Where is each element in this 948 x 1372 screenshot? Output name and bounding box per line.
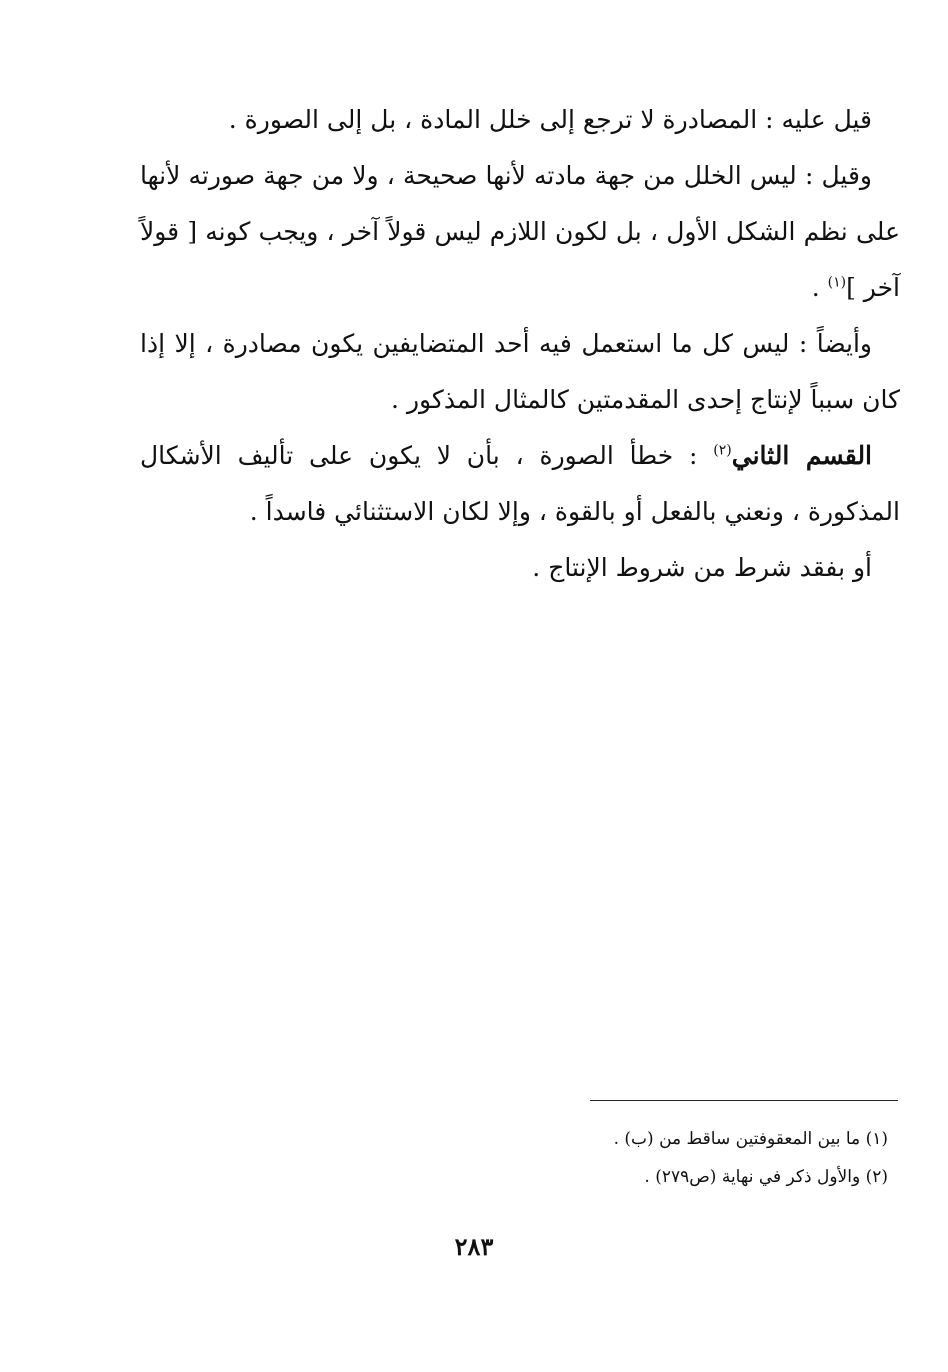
- footnotes: [140, 1120, 888, 1196]
- footnote-ref-1: (١): [827, 274, 847, 291]
- main-text: [140, 92, 900, 596]
- paragraph-2: [140, 148, 900, 316]
- footnote-ref-2: (٢): [713, 442, 732, 459]
- paragraph-3: وأيضاً : ليس كل ما استعمل فيه أحد المتضايفين يكون مصادرة ، إلا إذا كان سبباً لإنتاج إحدى المقدمتين كالمثال المذكور .: [140, 329, 900, 414]
- footnote-divider: [590, 1100, 898, 1101]
- paragraph-4: [140, 428, 900, 540]
- paragraph-2-end: .: [811, 273, 828, 302]
- section-heading: القسم الثاني: [731, 441, 873, 470]
- paragraph-1: قيل عليه : المصادرة لا ترجع إلى خلل المادة ، بل إلى الصورة .: [228, 105, 872, 134]
- page-number: ٢٨٣: [454, 1232, 494, 1261]
- footnote-1: (١) ما بين المعقوفتين ساقط من (ب) .: [613, 1129, 888, 1149]
- paragraph-4-text: : خطأ الصورة ، بأن لا يكون على تأليف الأشكال المذكورة ، ونعني بالفعل أو بالقوة ، وإلا لكان الاستثنائي فاسداً .: [140, 441, 900, 526]
- footnote-2: (٢) والأول ذكر في نهاية (ص٢٧٩) .: [644, 1167, 888, 1187]
- paragraph-2-text: وقيل : ليس الخلل من جهة مادته لأنها صحيحة ، ولا من جهة صورته لأنها على نظم الشكل الأول ، بل لكون اللازم ليس قولاً آخر ، ويجب كونه [ قولاً آخر ]: [140, 161, 900, 302]
- paragraph-5: أو بفقد شرط من شروط الإنتاج .: [532, 553, 872, 582]
